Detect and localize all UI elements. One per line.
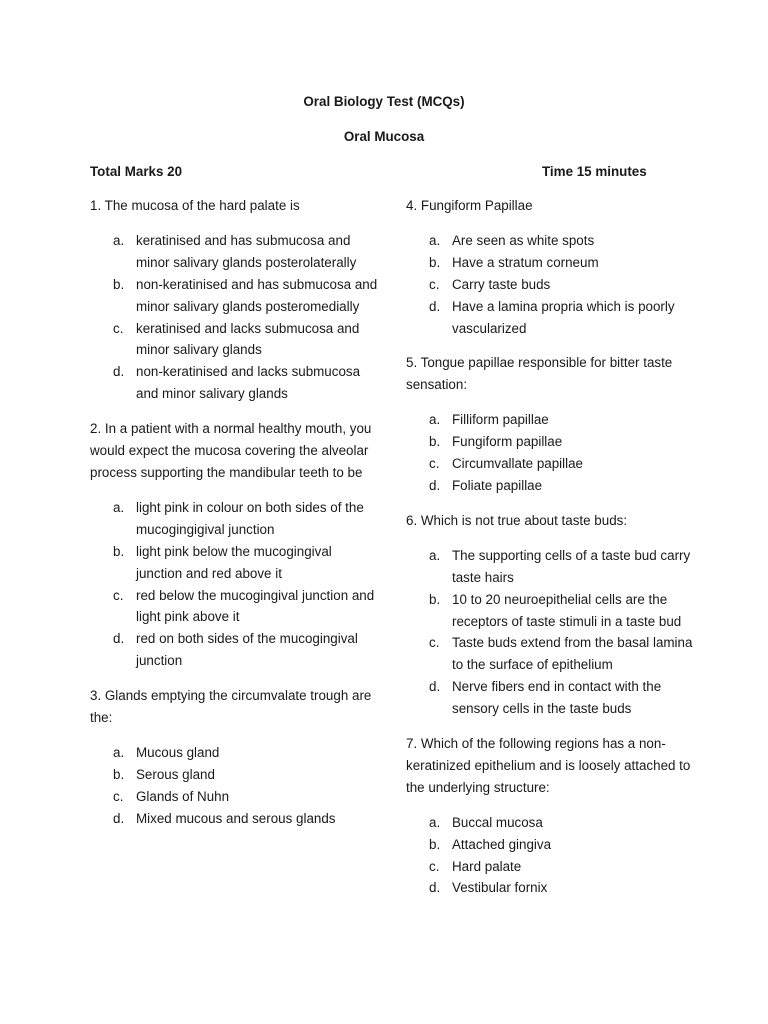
option-list [406, 230, 696, 340]
option-item [406, 230, 696, 252]
question-block [90, 195, 380, 405]
option-letter: a. [429, 547, 441, 563]
option-text: keratinised and lacks submucosa and minor salivary glands [136, 320, 360, 358]
option-text: Buccal mucosa [452, 814, 543, 830]
option-text: Circumvallate papillae [452, 456, 583, 472]
option-item [406, 431, 696, 453]
option-letter: a. [113, 744, 125, 760]
option-text: Glands of Nuhn [136, 788, 230, 804]
option-letter: b. [429, 836, 441, 852]
option-item [406, 409, 696, 431]
option-list [406, 812, 696, 900]
question-text: 5. Tongue papillae responsible for bitter taste sensation: [406, 355, 673, 393]
question-text: 1. The mucosa of the hard palate is [90, 198, 300, 213]
option-text: Mucous gland [136, 744, 220, 760]
option-list [90, 497, 380, 672]
option-item [90, 230, 380, 274]
option-item [90, 497, 380, 541]
question-text: 3. Glands emptying the circumvalate trough are the: [90, 688, 372, 726]
left-column [90, 195, 380, 843]
option-text: Have a stratum corneum [452, 254, 599, 270]
option-item [406, 252, 696, 274]
option-item [406, 453, 696, 475]
option-text: Filliform papillae [452, 412, 549, 428]
question-block [90, 418, 380, 672]
option-letter: c. [429, 456, 440, 472]
option-text: Mixed mucous and serous glands [136, 810, 336, 826]
option-text: non-keratinised and has submucosa and minor salivary glands posteromedially [136, 276, 378, 314]
option-item [406, 856, 696, 878]
option-item [406, 475, 696, 497]
option-letter: d. [113, 631, 125, 647]
question-block [406, 510, 696, 720]
question-block [406, 733, 696, 899]
option-letter: a. [113, 499, 125, 515]
question-block [90, 685, 380, 829]
option-letter: d. [429, 679, 441, 695]
option-text: Attached gingiva [452, 836, 552, 852]
option-text: Foliate papillae [452, 477, 543, 493]
option-letter: d. [113, 810, 125, 826]
option-letter: c. [429, 276, 440, 292]
option-letter: c. [113, 320, 124, 336]
option-text: Nerve fibers end in contact with the sensory cells in the taste buds [452, 679, 662, 717]
option-letter: a. [113, 232, 125, 248]
right-column [406, 195, 696, 912]
option-item [406, 632, 696, 676]
option-item [90, 274, 380, 318]
option-item [90, 585, 380, 629]
option-letter: a. [429, 412, 441, 428]
option-text: Carry taste buds [452, 276, 551, 292]
option-letter: a. [429, 232, 441, 248]
option-item [406, 274, 696, 296]
option-text: Are seen as white spots [452, 232, 595, 248]
question-text: 2. In a patient with a normal healthy mouth, you would expect the mucosa covering the alveolar process supporting the mandibular teeth to be [90, 421, 372, 480]
option-letter: a. [429, 814, 441, 830]
option-letter: c. [113, 587, 124, 603]
option-item [90, 764, 380, 786]
option-text: red below the mucogingival junction and light pink above it [136, 587, 375, 625]
option-item [90, 318, 380, 362]
option-letter: c. [429, 858, 440, 874]
option-letter: b. [429, 254, 441, 270]
question-block [406, 352, 696, 496]
option-item [90, 541, 380, 585]
option-letter: b. [429, 591, 441, 607]
option-text: Have a lamina propria which is poorly vascularized [452, 298, 675, 336]
option-item [406, 296, 696, 340]
option-letter: d. [429, 298, 441, 314]
option-item [90, 742, 380, 764]
option-item [406, 589, 696, 633]
option-text: Vestibular fornix [452, 880, 548, 896]
option-item [406, 545, 696, 589]
question-text: 7. Which of the following regions has a non-keratinized epithelium and is loosely attached to the underlying structure: [406, 736, 691, 795]
option-item [90, 808, 380, 830]
option-letter: b. [113, 766, 125, 782]
option-letter: b. [113, 543, 125, 559]
option-letter: d. [113, 364, 125, 380]
option-item [90, 361, 380, 405]
option-item [406, 877, 696, 899]
option-text: Taste buds extend from the basal lamina to the surface of epithelium [452, 635, 693, 673]
option-letter: c. [113, 788, 124, 804]
question-text: 4. Fungiform Papillae [406, 198, 533, 213]
option-text: Serous gland [136, 766, 215, 782]
option-text: Hard palate [452, 858, 522, 874]
option-letter: d. [429, 477, 441, 493]
option-text: light pink in colour on both sides of the mucogingigival junction [136, 499, 364, 537]
option-text: Fungiform papillae [452, 434, 563, 450]
page-subtitle: Oral Mucosa [343, 129, 425, 144]
option-list [90, 742, 380, 830]
option-text: 10 to 20 neuroepithelial cells are the receptors of taste stimuli in a taste bud [452, 591, 682, 629]
option-text: red on both sides of the mucogingival junction [136, 631, 358, 669]
option-text: light pink below the mucogingival junction and red above it [136, 543, 332, 581]
total-marks: Total Marks 20 [90, 164, 183, 179]
option-letter: b. [429, 434, 441, 450]
page-title: Oral Biology Test (MCQs) [303, 94, 465, 109]
option-text: The supporting cells of a taste bud carry taste hairs [452, 547, 691, 585]
option-item [406, 834, 696, 856]
option-list [406, 409, 696, 497]
option-list [90, 230, 380, 405]
option-item [406, 676, 696, 720]
option-item [90, 786, 380, 808]
option-letter: d. [429, 880, 441, 896]
option-letter: b. [113, 276, 125, 292]
option-item [90, 628, 380, 672]
question-text: 6. Which is not true about taste buds: [406, 512, 628, 528]
option-text: non-keratinised and lacks submucosa and minor salivary glands [136, 364, 361, 402]
time-limit: Time 15 minutes [542, 164, 647, 179]
option-list [406, 545, 696, 720]
option-item [406, 812, 696, 834]
option-text: keratinised and has submucosa and minor salivary glands posterolaterally [136, 232, 357, 270]
option-letter: c. [429, 635, 440, 651]
question-block [406, 195, 696, 339]
